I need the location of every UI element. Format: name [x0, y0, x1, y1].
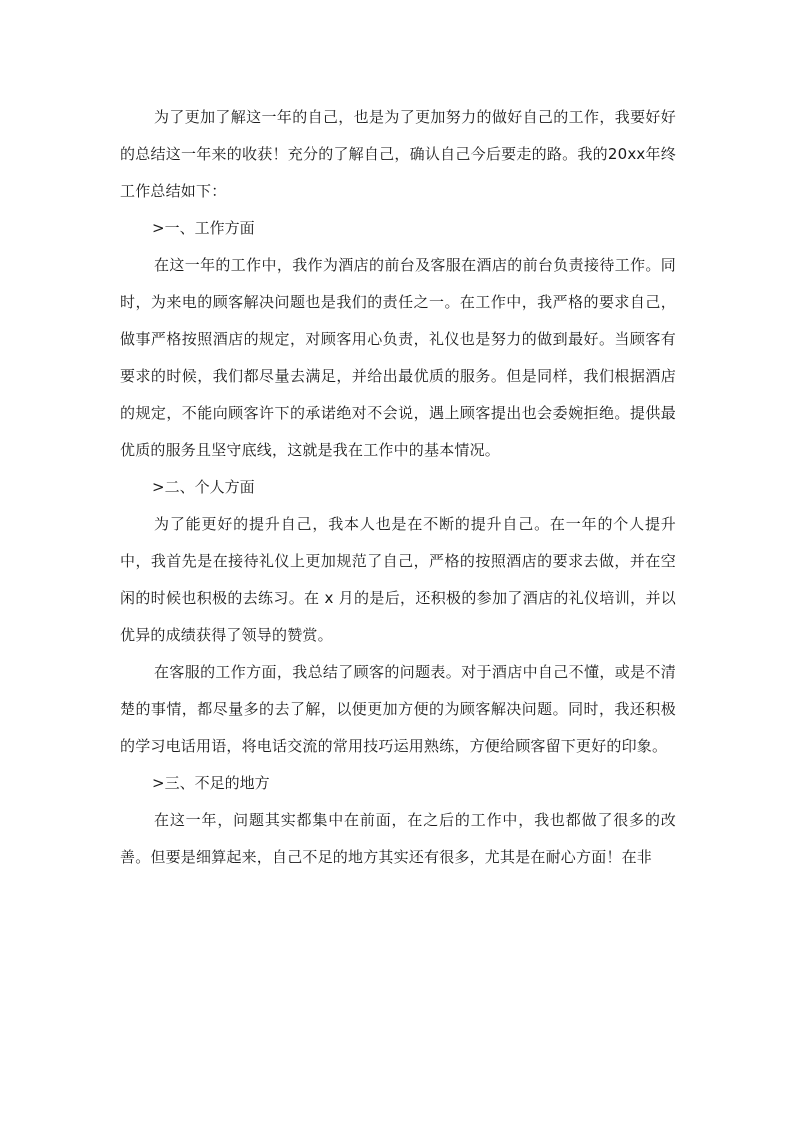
personal-paragraph-1: 为了能更好的提升自己，我本人也是在不断的提升自己。在一年的个人提升中，我首先是在接待礼仪上更加规范了自己，严格的按照酒店的要求去做，并在空闲的时候也积极的去练习。在 x 月的是后，还积极的参加了酒店的礼仪培训，并以优异的成绩获得了领导的赞赏。: [120, 515, 676, 644]
section-heading-personal: >二、个人方面: [152, 478, 255, 496]
intro-paragraph: 为了更加了解这一年的自己，也是为了更加努力的做好自己的工作，我要好好的总结这一年来的收获！充分的了解自己，确认自己今后要走的路。我的20xx年终工作总结如下：: [120, 108, 676, 200]
shortcomings-paragraph: 在这一年，问题其实都集中在前面，在之后的工作中，我也都做了很多的改善。但要是细算起来，自己不足的地方其实还有很多，尤其是在耐心方面！在非: [120, 811, 676, 866]
section-heading-shortcomings: >三、不足的地方: [152, 774, 270, 792]
section-heading-work: >一、工作方面: [152, 219, 255, 237]
personal-paragraph-2: 在客服的工作方面，我总结了顾客的问题表。对于酒店中自己不懂，或是不清楚的事情，都尽量多的去了解，以便更加方便的为顾客解决问题。同时，我还积极的学习电话用语，将电话交流的常用技巧运用熟练，方便给顾客留下更好的印象。: [120, 663, 676, 755]
work-paragraph: 在这一年的工作中，我作为酒店的前台及客服在酒店的前台负责接待工作。同时，为来电的顾客解决问题也是我们的责任之一。在工作中，我严格的要求自己，做事严格按照酒店的规定，对顾客用心负责，礼仪也是努力的做到最好。当顾客有要求的时候，我们都尽量去满足，并给出最优质的服务。但是同样，我们根据酒店的规定，不能向顾客许下的承诺绝对不会说，遇上顾客提出也会委婉拒绝。提供最优质的服务且坚守底线，这就是我在工作中的基本情况。: [120, 256, 676, 459]
document-page: [120, 99, 676, 876]
